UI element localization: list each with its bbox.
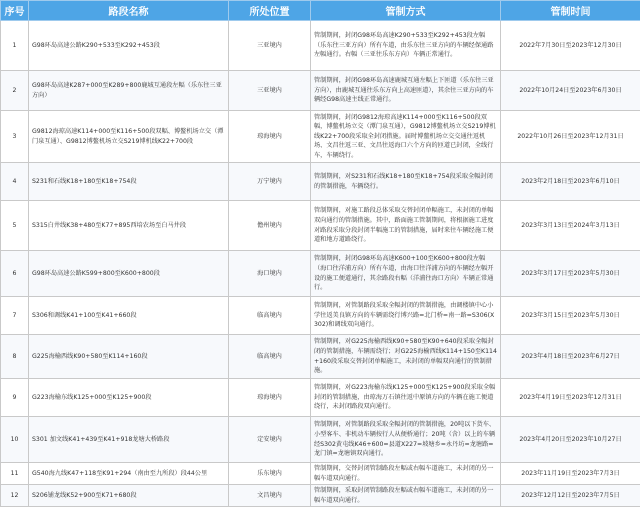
cell-location: 临高境内 (229, 297, 311, 335)
cell-row-number: 7 (1, 297, 29, 335)
cell-location: 琼海境内 (229, 111, 311, 163)
cell-control-method: 管制期间，封闭G9812海琼高速K114+000至K116+500段双幅，博鳌机场立交（潭门泉互通），G9812博鳌机场立交S219博机线K22+700段采取全封闭措施。届时博鳌机场立交交通往返机场、文昌往返三亚、文昌往返海口六个方向的匝道已封闭，全线行车，车辆绕行。 (311, 111, 501, 163)
table-row (1, 335, 640, 379)
cell-control-method: 管制期间，对S231和石线K18+180至K18+754段采取全幅封闭的管制措施，车辆绕行。 (311, 163, 501, 201)
cell-location: 三亚境内 (229, 71, 311, 111)
cell-control-time: 2023年12月12日至2023年7月5日 (501, 485, 640, 507)
cell-control-time: 2023年3月17日至2023年5月30日 (501, 251, 640, 297)
cell-control-time: 2023年4月18日至2023年6月27日 (501, 335, 640, 379)
cell-control-time: 2022年7月30日至2023年12月30日 (501, 21, 640, 71)
header-method: 管制方式 (311, 1, 501, 21)
cell-row-number: 5 (1, 201, 29, 251)
cell-control-time: 2023年2月18日至2023年6月10日 (501, 163, 640, 201)
table-header-row (1, 1, 640, 21)
cell-row-number: 12 (1, 485, 29, 507)
cell-control-time: 2022年10月24日至2023年6月30日 (501, 71, 640, 111)
cell-location: 三亚境内 (229, 21, 311, 71)
cell-control-method: 管制期间，采取封闭管制路段左幅或右幅车道施工，未封闭的另一幅车道双向通行。 (311, 485, 501, 507)
cell-control-method: 管制期间，封闭G98环岛高速K600+100至K600+800段左幅（海口往洋浦方向）所有车道，由海口往洋浦方向的车辆经左幅开设的施工便道通行，其余路段右幅（洋浦往海口方向）车辆正常通行。 (311, 251, 501, 297)
table-row (1, 417, 640, 463)
header-time: 管制时间 (501, 1, 640, 21)
cell-row-number: 10 (1, 417, 29, 463)
table-row (1, 163, 640, 201)
cell-control-method: 管制期间，封闭G98环岛高速K290+533至K292+453段左幅（乐东往三亚方向）所有车道，由乐东往三亚方向的车辆经保通路左幅通行。右幅（三亚往乐东方向）车辆正常通行。 (311, 21, 501, 71)
table-row (1, 71, 640, 111)
cell-control-method: 管制期间，封闭G98环岛高速鹿城互通左幅上下匝道（乐东往三亚方向），由鹿城互通往乐东方向上高速匝道），其余往三亚方向的车辆经G98高速主线正常通行。 (311, 71, 501, 111)
cell-road-name: G9812海琼高速K114+000至K116+500段双幅、博鳌机场立交（潭门泉互通）、G9812博鳌机场立交S219博机线K22+700段 (29, 111, 229, 163)
cell-location: 临高境内 (229, 335, 311, 379)
table-row (1, 201, 640, 251)
cell-location: 儋州境内 (229, 201, 311, 251)
header-no: 序号 (1, 1, 29, 21)
cell-road-name: G98环岛高速公路K599+800至K600+800段 (29, 251, 229, 297)
cell-row-number: 11 (1, 463, 29, 485)
table-row (1, 379, 640, 417)
cell-row-number: 9 (1, 379, 29, 417)
cell-row-number: 1 (1, 21, 29, 71)
cell-location: 文昌境内 (229, 485, 311, 507)
cell-control-time: 2023年11月19日至2023年7月3日 (501, 463, 640, 485)
cell-road-name: G98环岛高速K287+000至K289+800鹿城互通段左幅（乐东往三亚方向） (29, 71, 229, 111)
cell-location: 海口境内 (229, 251, 311, 297)
cell-control-time: 2023年4月19日至2023年12月31日 (501, 379, 640, 417)
cell-road-name: G98环岛高速公路K290+533至K292+453段 (29, 21, 229, 71)
table-row (1, 21, 640, 71)
cell-control-time: 2022年10月26日至2023年12月31日 (501, 111, 640, 163)
cell-road-name: G223海榆东线K125+000至K125+900段 (29, 379, 229, 417)
cell-location: 琼海境内 (229, 379, 311, 417)
cell-road-name: S206铺龙线K52+900至K71+680段 (29, 485, 229, 507)
table-row (1, 111, 640, 163)
table-row (1, 485, 640, 507)
table-row (1, 463, 640, 485)
cell-road-name: S306和调线K41+100至K41+660段 (29, 297, 229, 335)
cell-road-name: G225海榆西线K90+580至K114+160段 (29, 335, 229, 379)
cell-control-method: 管制期间，对G225海榆西线K90+580至K90+640段采取全幅封闭的管制措施，车辆需绕行；对G225海榆西线K114+150至K114+160段采取交替封闭单幅施工，未封闭的单幅双向通行的管制措施。 (311, 335, 501, 379)
cell-road-name: S301 加文线K41+439至K41+918龙塘大桥路段 (29, 417, 229, 463)
cell-control-time: 2023年3月13日至2024年3月13日 (501, 201, 640, 251)
table-row (1, 251, 640, 297)
cell-location: 乐东境内 (229, 463, 311, 485)
cell-control-method: 管制期间，对G223海榆东线K125+000至K125+900段采取全幅封闭的管制措施，由琼海万石镇往返中原镇方向的车辆在施工便道绕行，未封闭路段双向通行。 (311, 379, 501, 417)
cell-row-number: 6 (1, 251, 29, 297)
cell-road-name: G540海九线K47+118至K91+294（南由至九所段）段44公里 (29, 463, 229, 485)
cell-control-method: 管制期间，对管制路段采取全幅封闭的管制措施，20吨以下货车、小型客车、非机动车辆按行人从便桥通行；20吨（含）以上的车辆经S302黄屯线K46+600=县道X227=坡塘乡=永丹坊=龙塘路=龙门镇=龙塘镇双向通行。 (311, 417, 501, 463)
cell-location: 定安境内 (229, 417, 311, 463)
header-location: 所处位置 (229, 1, 311, 21)
cell-row-number: 4 (1, 163, 29, 201)
header-road: 路段名称 (29, 1, 229, 21)
cell-row-number: 2 (1, 71, 29, 111)
cell-control-time: 2023年3月15日至2023年5月30日 (501, 297, 640, 335)
table-row (1, 297, 640, 335)
cell-control-method: 管制期间，交替封闭管制路段左幅或右幅车道施工，未封闭的另一幅车道双向通行。 (311, 463, 501, 485)
cell-row-number: 8 (1, 335, 29, 379)
cell-control-method: 管制期间，对施工路段总体采取交替封闭单幅施工，未封闭的单幅双向通行的管制措施。其中，路面施工管制期间，将根据施工进度对路段采取分段封闭半幅施工的管制措施，届时来往车辆经施工便道和地方道路绕行。 (311, 201, 501, 251)
cell-road-name: S315白井线K38+480至K77+895西培农场至白马井段 (29, 201, 229, 251)
cell-location: 万宁境内 (229, 163, 311, 201)
cell-road-name: S231和石线K18+180至K18+754段 (29, 163, 229, 201)
cell-control-time: 2023年4月20日至2023年10月27日 (501, 417, 640, 463)
cell-row-number: 3 (1, 111, 29, 163)
cell-control-method: 管制期间，对管制路段采取全幅封闭的管制措施，由调楼镇中心小学往返美良镇方向的车辆需绕行博兴路=北门桥=南一路=S306(X302)和调线双向通行。 (311, 297, 501, 335)
